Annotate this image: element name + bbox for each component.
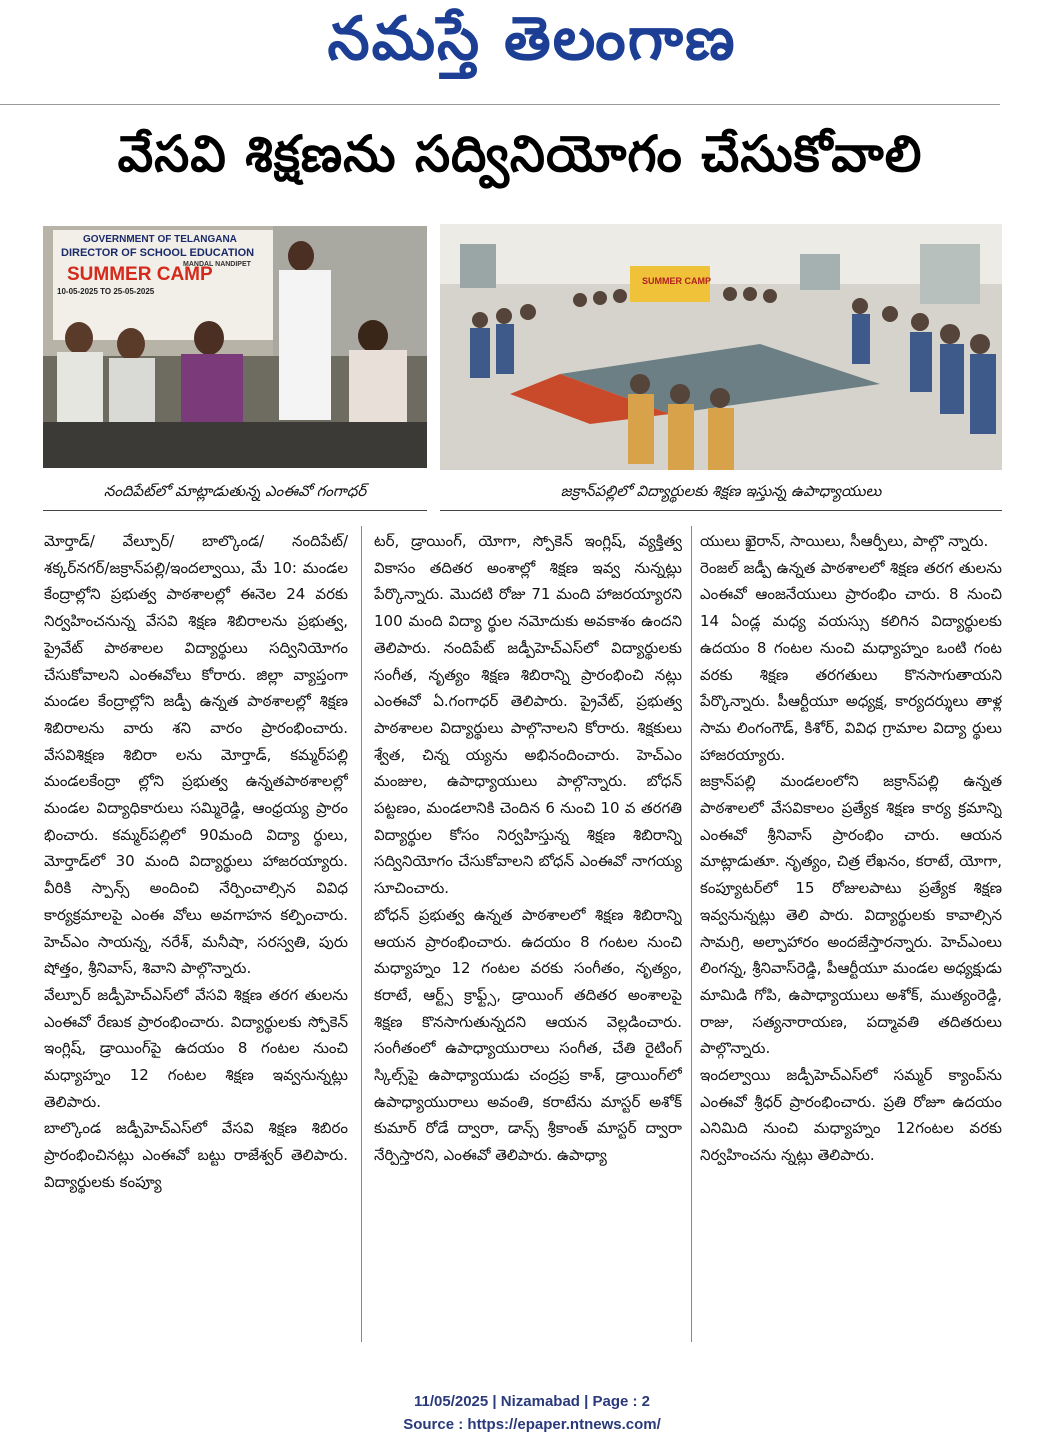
banner-title: SUMMER CAMP [67, 264, 213, 285]
col1-para-1: మోర్తాడ్/ వేల్పూర్/ బాల్కొండ/ నందిపేట్/ శక్కర్‌నగర్/జక్రాన్‌పల్లి/ఇందల్వాయి, మే 10: మండల కేంద్రాల్లోని ప్రభుత్వ పాఠశాలల్లో ఈనెల 24 వరకు నిర్వహించనున్న వేసవి శిక్షణ శిబిరాలను ప్రభుత్వ, ప్రైవేట్ పాఠశాలల విద్యార్థులు సద్వినియోగం చేసుకోవాలని ఎంఈవోలు కోరారు. జిల్లా వ్యాప్తంగా మండల కేంద్రాల్లోని జడ్పీ ఉన్నత పాఠశాలల్లో శిక్షణ శిబిరాలను వారు శని వారం ప్రారంభించారు. వేసవిశిక్షణ శిబిరా లను మోర్తాడ్, కమ్మర్‌పల్లి మండలకేంద్రా ల్లోని ప్రభుత్వ ఉన్నతపాఠశాలల్లో మండల విద్యాధికారులు సమ్మిరెడ్డి, ఆంధ్రయ్య ప్రారం భించారు. కమ్మర్‌పల్లిలో 90మంది విద్యా ర్థులు, మోర్తాడ్‌లో 30 మంది విద్యార్థులు హాజరయ్యారు. వీరికి స్పాన్స్ అందించి నేర్పించాల్సిన వివిధ కార్యక్రమాలపై ఎంఈ వోలు అవగాహన కల్పించారు. హెచ్‌ఎం సాయన్న, నరేశ్, మనీషా, సరస్వతి, పురు షోత్తం, శ్రీనివాస్, శివాని పాల్గొన్నారు. [44, 532, 348, 978]
col3-para-1: యులు ఖైరాన్, సాయిలు, సీఆర్పీలు, పాల్గొ న్నారు. [700, 532, 989, 550]
col1-para-2: వేల్పూర్ జడ్పీహెచ్‌ఎస్‌లో వేసవి శిక్షణ తరగ తులను ఎంఈవో రేణుక ప్రారంభించారు. విద్యార్థులకు స్పోకెన్ ఇంగ్లిష్, డ్రాయింగ్‌పై ఉదయం 8 గంటల నుంచి మధ్యాహ్నం 12 గంటల శిక్షణ ఇవ్వనున్నట్లు తెలిపారు. [44, 985, 348, 1111]
caption-left: నందిపేట్‌లో మాట్లాడుతున్న ఎంఈవో గంగాధర్ [43, 476, 427, 511]
banner-dates: 10-05-2025 TO 25-05-2025 [57, 287, 155, 296]
col3-para-3: జక్రాన్‌పల్లి మండలంలోని జక్రాన్‌పల్లి ఉన్నత పాఠశాలలో వేసవికాలం ప్రత్యేక శిక్షణ కార్య క్రమాన్ని ఎంఈవో శ్రీనివాస్ ప్రారంభిం చారు. ఆయన మాట్లాడుతూ. నృత్యం, చిత్ర లేఖనం, కరాటే, యోగా, కంప్యూటర్‌లో 15 రోజులపాటు ప్రత్యేక శిక్షణ ఇవ్వనున్నట్లు తెలి పారు. విద్యార్థులకు కావాల్సిన సామగ్రి, అల్పాహారం అందజేస్తారన్నారు. హెచ్‌ఎంలు లింగన్న, శ్రీనివాస్‌రెడ్డి, పీఆర్టీయూ మండల అధ్యక్షుడు మామిడి గోపి, ఉపాధ్యాయులు అశోక్, ముత్యంరెడ్డి, రాజు, సత్యనారాయణ, పద్మావతి తదితరులు పాల్గొన్నారు. [700, 772, 1002, 1058]
banner-line3: MANDAL NANDIPET [183, 261, 251, 268]
footer-source-link[interactable]: Source : https://epaper.ntnews.com/ [403, 1416, 661, 1433]
article-column-3 [700, 528, 1002, 1340]
photo-jakranpally-training [440, 224, 1002, 470]
masthead-logo: నమస్తే తెలంగాణ [327, 4, 737, 74]
right-banner-title: SUMMER CAMP [642, 276, 711, 286]
column-divider-2 [691, 526, 692, 1342]
caption-right: జక్రాన్‌పల్లిలో విద్యార్థులకు శిక్షణ ఇస్తున్న ఉపాధ్యాయులు [440, 476, 1002, 511]
article-column-1 [44, 528, 348, 1340]
column-divider-1 [361, 526, 362, 1342]
banner-line1: GOVERNMENT OF TELANGANA [83, 234, 237, 245]
col1-para-3: బాల్కొండ జడ్పీహెచ్‌ఎస్‌లో వేసవి శిక్షణ శిబిరం ప్రారంభించినట్లు ఎంఈవో బట్టు రాజేశ్వర్ తెలిపారు. విద్యార్థులకు కంప్యూ [44, 1119, 348, 1191]
col2-para-2: బోధన్ ప్రభుత్వ ఉన్నత పాఠశాలలో శిక్షణ శిబిరాన్ని ఆయన ప్రారంభించారు. ఉదయం 8 గంటల నుంచి మధ్యాహ్నం 12 గంటల వరకు సంగీతం, నృత్యం, కరాటే, ఆర్ట్స్ క్రాఫ్ట్స్, డ్రాయింగ్ తదితర అంశాలపై శిక్షణ కొనసాగుతున్నదని ఆయన వెల్లడించారు. సంగీతంలో ఉపాధ్యాయురాలు సంగీత, చేతి రైటింగ్ స్కిల్స్‌పై ఉపాధ్యాయుడు చంద్రప్ర కాశ్, డ్రాయింగ్‌లో ఉపాధ్యాయురాలు అవంతి, కరాటేను మాస్టర్ అశోక్ కుమార్ రోడే ద్వారా, డాన్స్ శ్రీకాంత్ మాస్టర్ ద్వారా నేర్పిస్తారని, ఎంఈవో తెలిపారు. ఉపాధ్యా [374, 905, 682, 1165]
article-headline: వేసవి శిక్షణను సద్వినియోగం చేసుకోవాలి [117, 124, 923, 183]
footer-date-edition: 11/05/2025 | Nizamabad | Page : 2 [413, 1393, 651, 1410]
col3-para-4: ఇందల్వాయి జడ్పీహెచ్‌ఎస్‌లో సమ్మర్ క్యాంప్‌ను ఎంఈవో శ్రీధర్ ప్రారంభించారు. ప్రతి రోజూ ఉదయం ఎనిమిది నుంచి మధ్యాహ్నం 12గంటల వరకు నిర్వహించను న్నట్లు తెలిపారు. [700, 1066, 1002, 1165]
photo-nandipet-meeting [43, 226, 427, 468]
masthead-divider [0, 104, 1000, 105]
article-column-2 [374, 528, 682, 1340]
col3-para-2: రెంజల్ జడ్పీ ఉన్నత పాఠశాలలో శిక్షణ తరగ తులను ఎంఈవో ఆంజనేయులు ప్రారంభిం చారు. 8 నుంచి 14 ఏండ్ల మధ్య వయస్సు కలిగిన విద్యార్థులకు ఉదయం 8 గంటల నుంచి మధ్యాహ్నం ఒంటి గంట వరకు శిక్షణ తరగతులు కొనసాగుతాయని పేర్కొన్నారు. పీఆర్టీయూ అధ్యక్ష, కార్యదర్శులు తాళ్ల సామ లింగంగౌడ్, కిశోర్, వివిధ గ్రామాల విద్యా ర్థులు హాజరయ్యారు. [700, 558, 1002, 764]
banner-line2: DIRECTOR OF SCHOOL EDUCATION [61, 247, 255, 259]
col2-para-1: టర్, డ్రాయింగ్, యోగా, స్పోకెన్ ఇంగ్లిష్, వ్యక్తిత్వ వికాసం తదితర అంశాల్లో శిక్షణ ఇవ్వ నున్నట్లు పేర్కొన్నారు. మొదటి రోజు 71 మంది హాజరయ్యారని 100 మంది విద్యా ర్థుల నమోదుకు అవకాశం ఉందని తెలిపారు. నందిపేట్ జడ్పీహెచ్‌ఎస్‌లో విద్యార్థులకు సంగీత, నృత్యం శిక్షణ శిబిరాన్ని ప్రారంభించి నట్లు ఎంఈవో ఏ.గంగాధర్ తెలిపారు. ప్రైవేట్, ప్రభుత్వ పాఠశాలల విద్యార్థులు పాల్గొనాలని కోరారు. శిక్షకులు శ్వేత, చిన్న య్యను అభినందించారు. హెచ్‌ఎం మంజుల, ఉపాధ్యాయులు పాల్గొన్నారు. బోధన్ పట్టణం, మండలానికి చెందిన 6 నుంచి 10 వ తరగతి విద్యార్థుల కోసం నిర్వహిస్తున్న శిక్షణ శిబిరాన్ని సద్వినియోగం చేసుకోవాలని బోధన్ ఎంఈవో నాగయ్య సూచించారు. [374, 532, 682, 898]
